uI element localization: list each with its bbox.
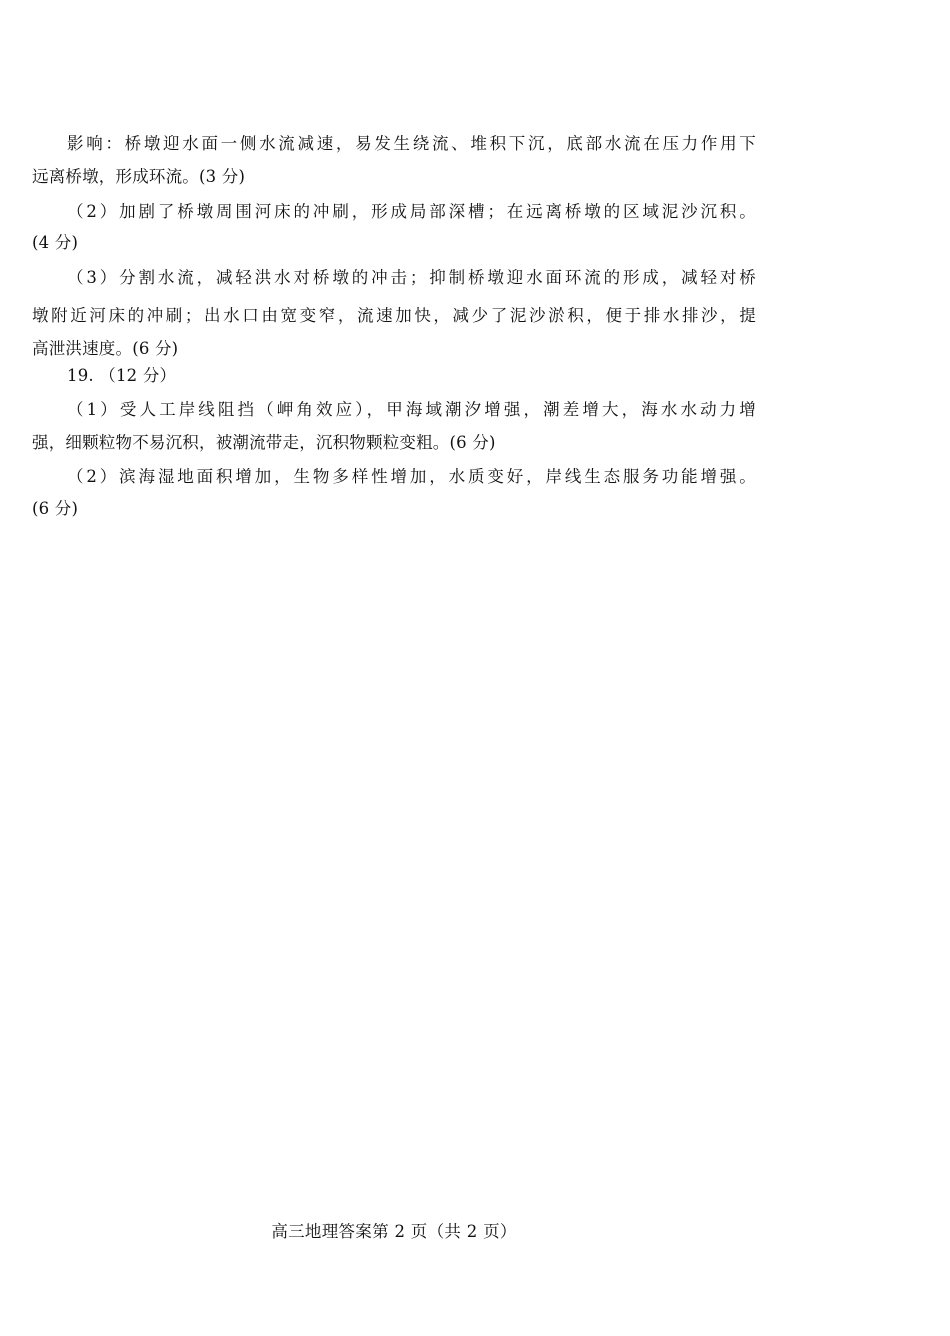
answer-line-impact: 影响：桥墩迎水面一侧水流减速，易发生绕流、堆积下沉，底部水流在压力作用下 [67,134,756,153]
answer-line-19-1: （1）受人工岸线阻挡（岬角效应），甲海域潮汐增强，潮差增大，海水水动力增 [67,400,756,419]
answer-line-19-2-score: (6 分) [32,499,79,518]
page-footer: 高三地理答案第 2 页（共 2 页） [271,1222,517,1241]
answer-line-q2: （2）加剧了桥墩周围河床的冲刷，形成局部深槽；在远离桥墩的区域泥沙沉积。 [67,202,756,221]
answer-line-19-1-cont: 强，细颗粒物不易沉积，被潮流带走，沉积物颗粒变粗。(6 分) [32,433,496,452]
answer-line-19-2: （2）滨海湿地面积增加，生物多样性增加，水质变好，岸线生态服务功能增强。 [67,467,756,486]
answer-line-q3-score: 高泄洪速度。(6 分) [32,339,179,358]
answer-line-impact-cont: 远离桥墩，形成环流。(3 分) [32,167,246,186]
answer-line-q3: （3）分割水流，减轻洪水对桥墩的冲击；抑制桥墩迎水面环流的形成，减轻对桥 [67,268,756,287]
answer-line-q3-cont: 墩附近河床的冲刷；出水口由宽变窄，流速加快，减少了泥沙淤积，便于排水排沙，提 [32,306,756,325]
question-19-heading: 19. （12 分） [67,366,177,385]
answer-line-q2-score: (4 分) [32,233,79,252]
